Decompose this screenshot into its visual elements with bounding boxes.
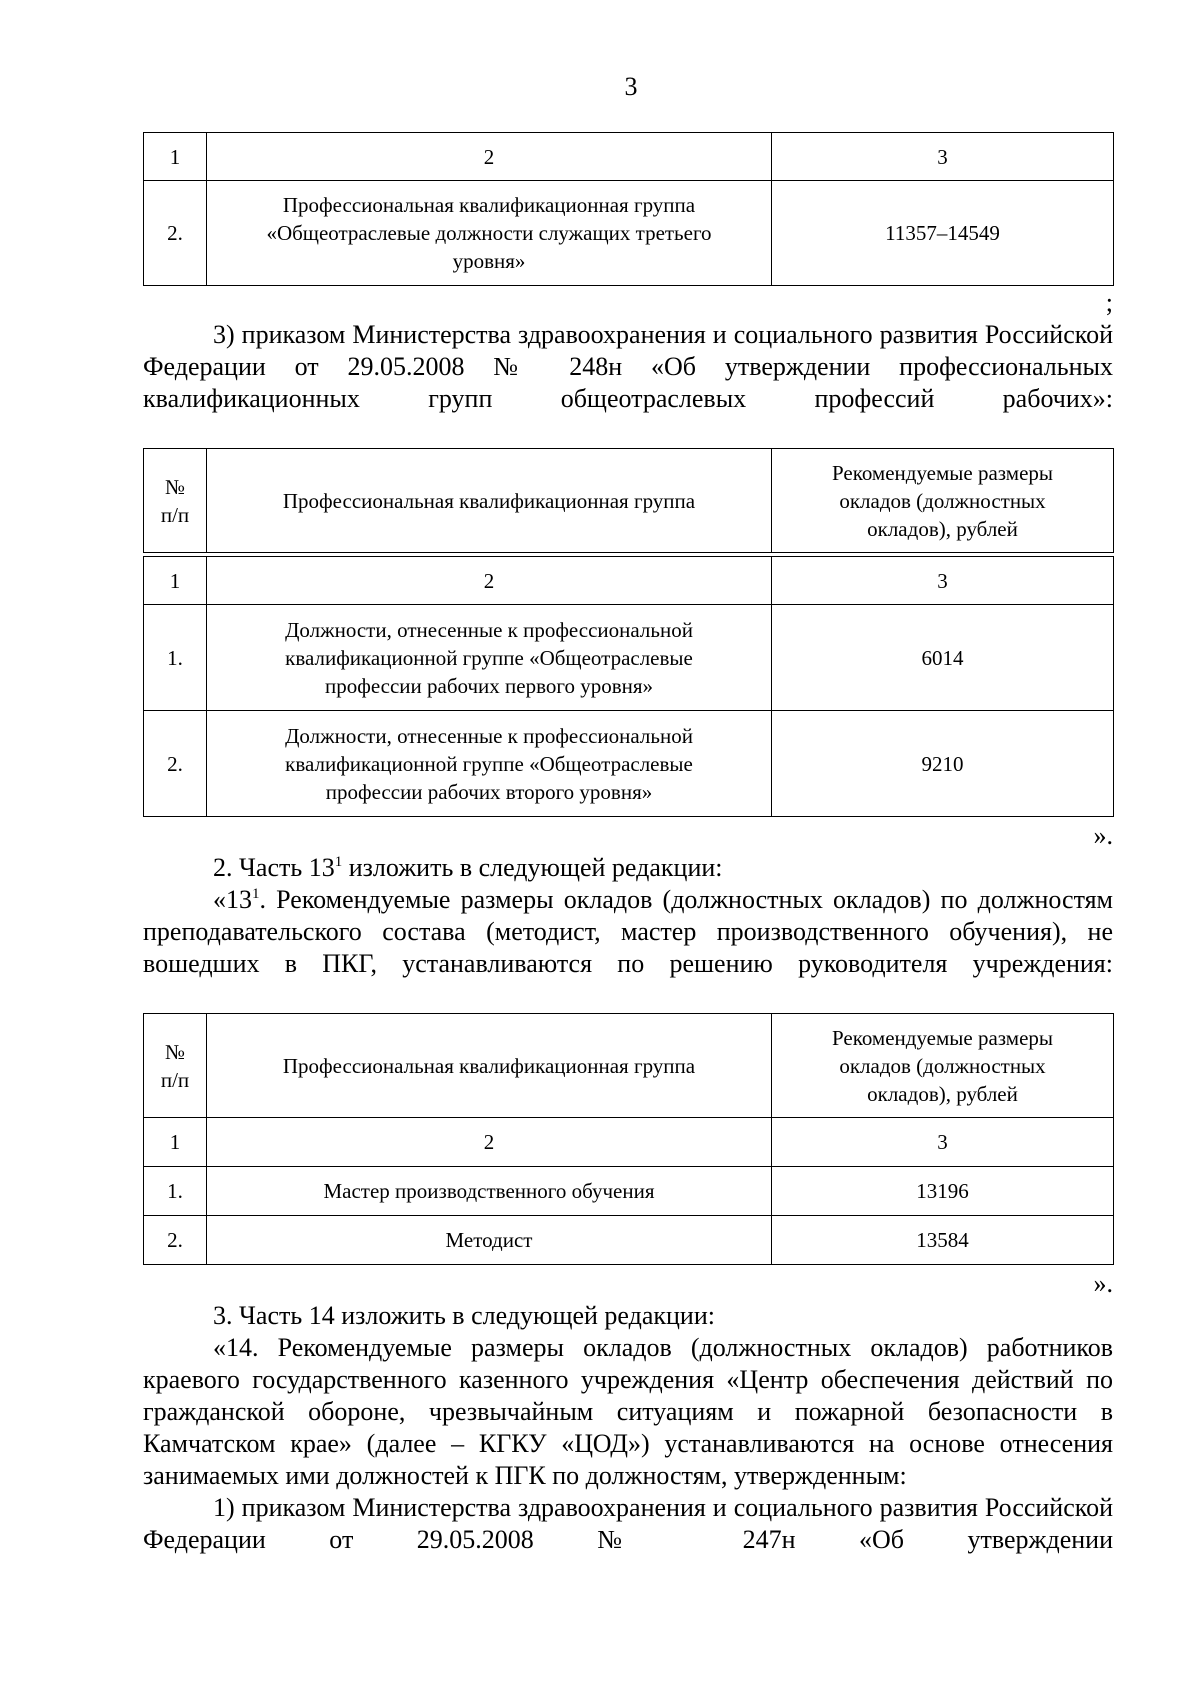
table-row: [144, 1167, 1114, 1216]
table-index-row: [144, 557, 1114, 605]
para-13-1-prefix: «13: [213, 885, 252, 914]
table-index-row: [144, 1118, 1114, 1167]
part-14-heading: 3. Часть 14 изложить в следующей редакции:: [213, 1301, 715, 1330]
table-cell: 1: [144, 1118, 207, 1167]
column-header-group: Профессиональная квалификационная группа: [207, 449, 772, 553]
row-number: 2.: [144, 711, 207, 817]
part-13-1-prefix: 2. Часть 13: [213, 853, 335, 882]
qualification-group: Профессиональная квалификационная группа «Общеотраслевые должности служащих третьего уровня»: [207, 181, 772, 286]
semicolon-mark: ;: [1105, 288, 1113, 317]
table-cell: 3: [772, 133, 1114, 181]
salary-value: 13196: [772, 1167, 1114, 1216]
table-cell: 2: [207, 133, 772, 181]
row-number: 2.: [144, 181, 207, 286]
table-row: [144, 1216, 1114, 1265]
column-header-salary: Рекомендуемые размеры окладов (должностных окладов), рублей: [772, 449, 1114, 553]
salary-value: 9210: [772, 711, 1114, 817]
column-header-number: № п/п: [144, 449, 207, 553]
table-index-row: [144, 133, 1114, 181]
superscript: 1: [252, 886, 260, 902]
table-row: [144, 711, 1114, 817]
table-workers: [143, 556, 1114, 817]
superscript: 1: [334, 854, 343, 870]
salary-value: 6014: [772, 605, 1114, 711]
table-row: [144, 605, 1114, 711]
table-teachers: [143, 1013, 1114, 1265]
column-header-number: № п/п: [144, 1014, 207, 1118]
qualification-group: Методист: [207, 1216, 772, 1265]
table-cell: 1: [144, 557, 207, 605]
part-13-1-suffix: изложить в следующей редакции:: [342, 853, 723, 882]
row-number: 1.: [144, 1167, 207, 1216]
closing-quote: ».: [1093, 821, 1113, 850]
table-top: [143, 132, 1114, 286]
paragraph-13-1: [143, 884, 1113, 980]
column-header-salary: Рекомендуемые размеры окладов (должностных окладов), рублей: [772, 1014, 1114, 1118]
paragraph-14: «14. Рекомендуемые размеры окладов (должностных окладов) работников краевого государственного казенного учреждения «Центр обеспечения действий по гражданской обороне, чрезвычайным ситуациям и пожарной безопасности в Камчатском крае» (далее – КГКУ «ЦОД») устанавливаются на основе отнесения занимаемых ими должностей к ПГК по должностям, утвержденным:: [143, 1333, 1113, 1490]
qualification-group: Должности, отнесенные к профессиональной квалификационной группе «Общеотраслевые профессии рабочих второго уровня»: [207, 711, 772, 817]
part-13-1-heading: [213, 852, 723, 884]
qualification-group: Должности, отнесенные к профессиональной квалификационной группе «Общеотраслевые профессии рабочих первого уровня»: [207, 605, 772, 711]
table-workers-header: [143, 448, 1114, 553]
table-cell: 3: [772, 1118, 1114, 1167]
salary-value: 13584: [772, 1216, 1114, 1265]
paragraph-order-247: 1) приказом Министерства здравоохранения и социального развития Российской Федерации от 29.05.2008 № 247н «Об утверждении: [143, 1493, 1113, 1554]
qualification-group: Мастер производственного обучения: [207, 1167, 772, 1216]
table-cell: 1: [144, 133, 207, 181]
table-cell: 3: [772, 557, 1114, 605]
table-head-row: [144, 449, 1114, 553]
table-head-row: [144, 1014, 1114, 1118]
row-number: 1.: [144, 605, 207, 711]
paragraph-order-248: 3) приказом Министерства здравоохранения и социального развития Российской Федерации от 29.05.2008 № 248н «Об утверждении профессиональных квалификационных групп общеотраслевых профессий рабочих»:: [143, 320, 1113, 413]
page-number: 3: [624, 72, 638, 101]
para-13-1-text: . Рекомендуемые размеры окладов (должностных окладов) по должностям преподавательского состава (методист, мастер производственного обучения), не вошедших в ПКГ, устанавливаются по решению руководителя учреждения:: [143, 885, 1113, 978]
table-row: [144, 181, 1114, 286]
column-header-group: Профессиональная квалификационная группа: [207, 1014, 772, 1118]
table-cell: 2: [207, 1118, 772, 1167]
closing-quote: ».: [1093, 1269, 1113, 1298]
salary-value: 11357–14549: [772, 181, 1114, 286]
row-number: 2.: [144, 1216, 207, 1265]
table-cell: 2: [207, 557, 772, 605]
